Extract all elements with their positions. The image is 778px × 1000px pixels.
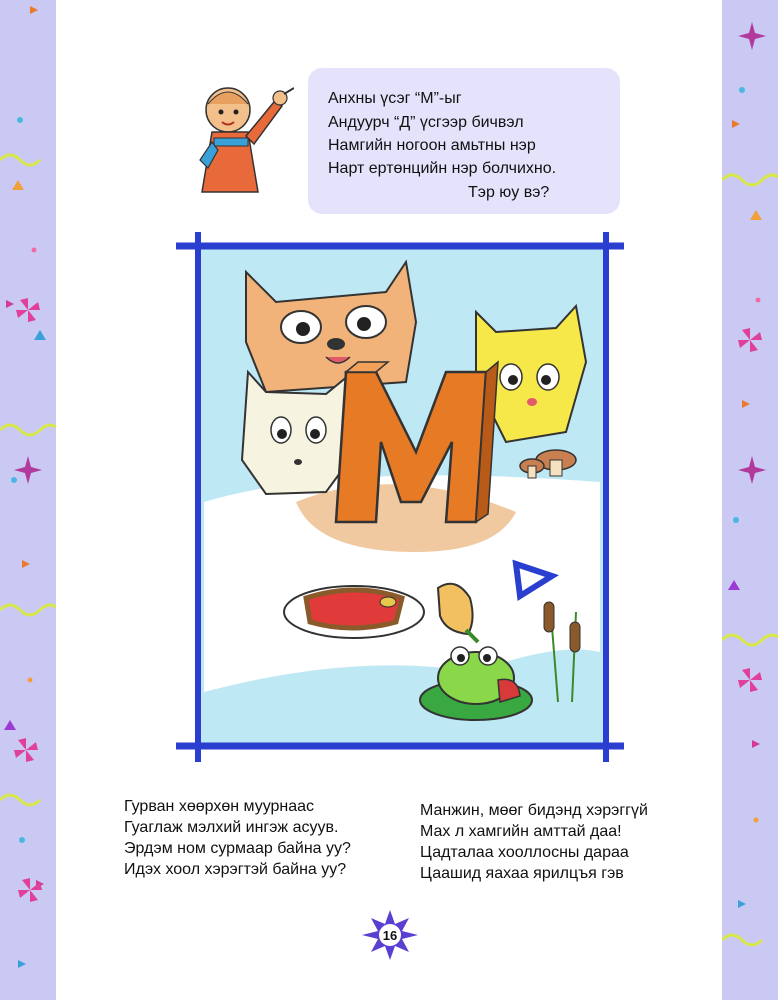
left-decorative-border: [0, 0, 56, 1000]
poem-right-stanza: [420, 800, 648, 884]
starburst-icon: [14, 456, 42, 484]
page-number: 16: [382, 928, 398, 943]
right-decorative-border: [722, 0, 778, 1000]
cats-letter-illustration: [176, 232, 624, 762]
riddle-line: Нарт ертөнцийн нэр болчихно.: [328, 160, 557, 177]
starburst-icon: [738, 456, 766, 484]
pinwheel-icon: [14, 738, 38, 762]
confetti-pattern-left: [0, 0, 56, 1000]
page-number-badge: [362, 910, 418, 960]
poem-line: Цадталаа хооллосны дараа: [420, 844, 629, 861]
poem-line: Манжин, мөөг бидэнд хэрэггүй: [420, 802, 648, 819]
poem-line: Гурван хөөрхөн муурнаас: [124, 798, 315, 815]
riddle-line: Анхны үсэг “М”-ыг: [328, 90, 462, 107]
pinwheel-icon: [738, 328, 762, 352]
riddle-line: Намгийн ногоон амьтны нэр: [328, 137, 536, 154]
poem-line: Мах л хамгийн амттай даа!: [420, 823, 622, 840]
poem-left-stanza: [124, 796, 351, 880]
poem-line: Идэх хоол хэрэгтэй байна уу?: [124, 861, 347, 878]
pinwheel-icon: [738, 668, 762, 692]
pointing-boy-illustration: [190, 80, 294, 200]
confetti-pattern-right: [722, 0, 778, 1000]
poem-line: Эрдэм ном сурмаар байна уу?: [124, 840, 351, 857]
poem-line: Цаашид яахаа ярилцъя гэв: [420, 865, 624, 882]
riddle-question: Тэр юу вэ?: [468, 184, 550, 201]
starburst-icon: [738, 22, 766, 50]
riddle-line: Андуурч “Д” үсгээр бичвэл: [328, 114, 524, 131]
steak-plate: [284, 586, 424, 638]
poem-line: Гуаглаж мэлхий ингэж асуув.: [124, 819, 339, 836]
pinwheel-icon: [16, 298, 40, 322]
